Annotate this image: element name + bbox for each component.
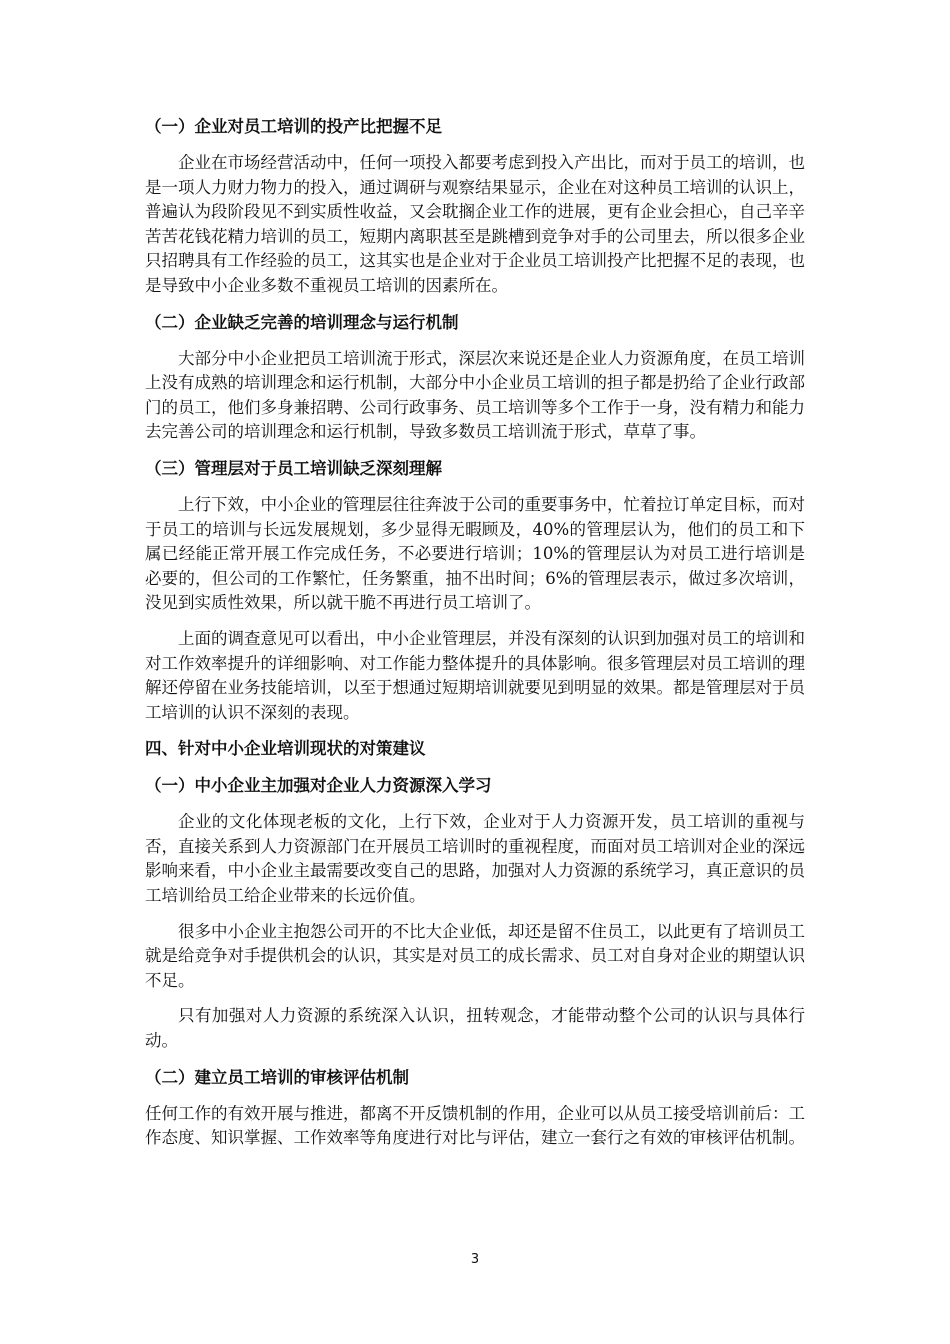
paragraph-5: 企业的文化体现老板的文化，上行下效，企业对于人力资源开发，员工培训的重视与否，直接关系到人力资源部门在开展员工培训时的重视程度，而面对员工培训对企业的深远影响来看，中小企业主最需要改变自己的思路，加强对人力资源的系统学习，真正意识的员工培训给员工给企业带来的长远价值。 [145, 812, 805, 906]
paragraph-7: 只有加强对人力资源的系统深入认识，扭转观念，才能带动整个公司的认识与具体行动。 [145, 1006, 805, 1051]
section-heading-4-2: （二）建立员工培训的审核评估机制 [145, 1067, 409, 1087]
paragraph-4: 上面的调查意见可以看出，中小企业管理层，并没有深刻的认识到加强对员工的培训和对工作效率提升的详细影响、对工作能力整体提升的具体影响。很多管理层对员工培训的理解还停留在业务技能培训，以至于想通过短期培训就要见到明显的效果。都是管理层对于员工培训的认识不深刻的表现。 [145, 628, 805, 722]
document-page [145, 114, 805, 1162]
section-heading-1: （一）企业对员工培训的投产比把握不足 [145, 117, 442, 136]
paragraph-8: 任何工作的有效开展与推进，都离不开反馈机制的作用，企业可以从员工接受培训前后：工作态度、知识掌握、工作效率等角度进行对比与评估，建立一套行之有效的审核评估机制。 [145, 1103, 805, 1148]
paragraph-3: 上行下效，中小企业的管理层往往奔波于公司的重要事务中，忙着拉订单定目标，而对于员工的培训与长远发展规划，多少显得无暇顾及，40%的管理层认为，他们的员工和下属已经能正常开展工作完成任务，不必要进行培训；10%的管理层认为对员工进行培训是必要的，但公司的工作繁忙，任务繁重，抽不出时间；6%的管理层表示，做过多次培训，没见到实质性效果，所以就干脆不再进行员工培训了。 [145, 494, 805, 613]
paragraph-2: 大部分中小企业把员工培训流于形式，深层次来说还是企业人力资源角度，在员工培训上没有成熟的培训理念和运行机制，大部分中小企业员工培训的担子都是扔给了企业行政部门的员工，他们多身兼招聘、公司行政事务、员工培训等多个工作于一身，没有精力和能力去完善公司的培训理念和运行机制，导致多数员工培训流于形式，草草了事。 [145, 348, 805, 442]
section-heading-4-1: （一）中小企业主加强对企业人力资源深入学习 [145, 776, 492, 796]
section-heading-2: （二）企业缺乏完善的培训理念与运行机制 [145, 312, 459, 332]
page-number: 3 [470, 1252, 480, 1267]
section-heading-3: （三）管理层对于员工培训缺乏深刻理解 [145, 458, 442, 478]
paragraph-6: 很多中小企业主抱怨公司开的不比大企业低，却还是留不住员工，以此更有了培训员工就是给竞争对手提供机会的认识，其实是对员工的成长需求、员工对自身对企业的期望认识不足。 [145, 921, 805, 990]
chapter-heading-4: 四、针对中小企业培训现状的对策建议 [145, 739, 426, 759]
paragraph-1: 企业在市场经营活动中，任何一项投入都要考虑到投入产出比，而对于员工的培训，也是一项人力财力物力的投入，通过调研与观察结果显示，企业在对这种员工培训的认识上，普遍认为段阶段见不到实质性收益，又会耽搁企业工作的进展，更有企业会担心，自己辛辛苦苦花钱花精力培训的员工，短期内离职甚至是跳槽到竞争对手的公司里去，所以很多企业只招聘具有工作经验的员工，这其实也是企业对于企业员工培训投产比把握不足的表现，也是导致中小企业多数不重视员工培训的因素所在。 [145, 153, 805, 295]
